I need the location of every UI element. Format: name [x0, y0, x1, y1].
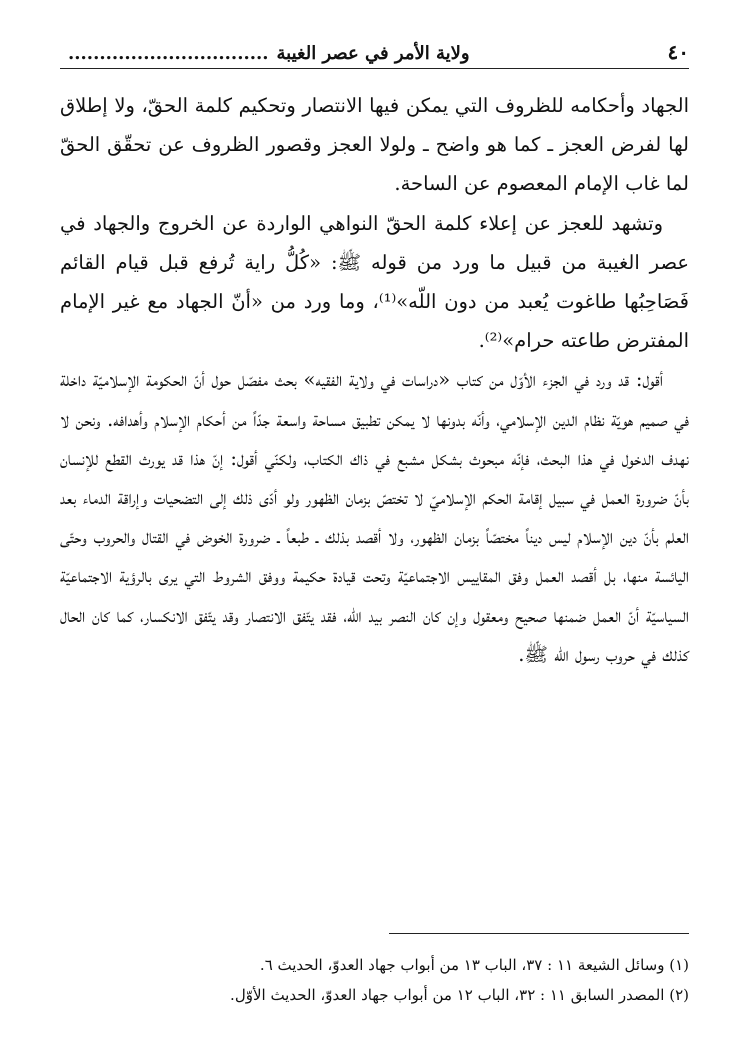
leader-dots: ................................	[68, 43, 269, 64]
body-text	[60, 86, 689, 674]
running-title-text: ولاية الأمر في عصر الغيبة	[276, 43, 470, 64]
paragraph-1: الجهاد وأحكامه للظروف التي يمكن فيها الانتصار وتحكيم كلمة الحقّ، ولا إطلاق لها لفرض العجز ـ كما هو واضح ـ ولولا العجز وقصور الظروف عن تحقّق الحقّ لما غاب الإمام المعصوم عن الساحة.	[60, 94, 689, 196]
running-title	[60, 43, 668, 64]
footnote-2: (٢) المصدر السابق ١١ : ٣٢، الباب ١٢ من أبواب جهاد العدوّ، الحديث الأوّل.	[230, 986, 689, 1004]
paragraph-3: أقول: قد ورد في الجزء الأوّل من كتاب «دراسات في ولاية الفقيه» بحث مفصّل حول أنّ الحكومة الإسلاميّة داخلة في صميم هويّة نظام الدين الإسلامي، وأنّه بدونها لا يمكن تطبيق مساحة واسعة جدّاً من أحكام الإسلام وأهدافه. ونحن لا نهدف الدخول في هذا البحث، فإنّه مبحوث بشكل مشبع في ذاك الكتاب، ولكنّي أقول: إنّ هذا قد يورث القطع للإنسان بأنّ ضرورة العمل في سبيل إقامة الحكم الإسلاميّ لا تختصّ بزمان الظهور ولو أدّى ذلك إلى التضحيات وإراقة الدماء بعد العلم بأنّ دين الإسلام ليس ديناً مختصّاً بزمان الظهور، ولا أقصد بذلك ـ طبعاً ـ ضرورة الخوض في القتال والحروب وحتّى اليائسة منها، بل أقصد العمل وفق المقاييس الاجتماعيّة وتحت قيادة حكيمة ووفق الشروط التي يرى بالرؤية الاجتماعيّة السياسيّة أنّ العمل ضمنها صحيح ومعقول وإن كان النصر بيد اللّه، فقد يتّفق الانتصار وقد يتّفق الانكسار، كما كان الحال كذلك في حروب رسول اللّه ﷺ.	[60, 368, 689, 666]
footnote-separator	[389, 933, 689, 934]
footnotes	[60, 950, 689, 1010]
running-header	[60, 30, 689, 69]
paragraph-2: وتشهد للعجز عن إعلاء كلمة الحقّ النواهي الواردة عن الخروج والجهاد في عصر الغيبة من قبيل ما ورد من قوله ﷺ: «كُلُّ راية تُرفع قبل قيام القائم فَصَاحِبُها طاغوت يُعبد من دون اللّه»⁽¹⁾، وما ورد من «أنّ الجهاد مع غير الإمام المفترض طاعته حرام»⁽²⁾.	[60, 211, 690, 353]
footnote-1: (١) وسائل الشيعة ١١ : ٣٧، الباب ١٣ من أبواب جهاد العدوّ، الحديث ٦.	[259, 956, 689, 974]
page-number: ٤٠	[667, 40, 689, 64]
